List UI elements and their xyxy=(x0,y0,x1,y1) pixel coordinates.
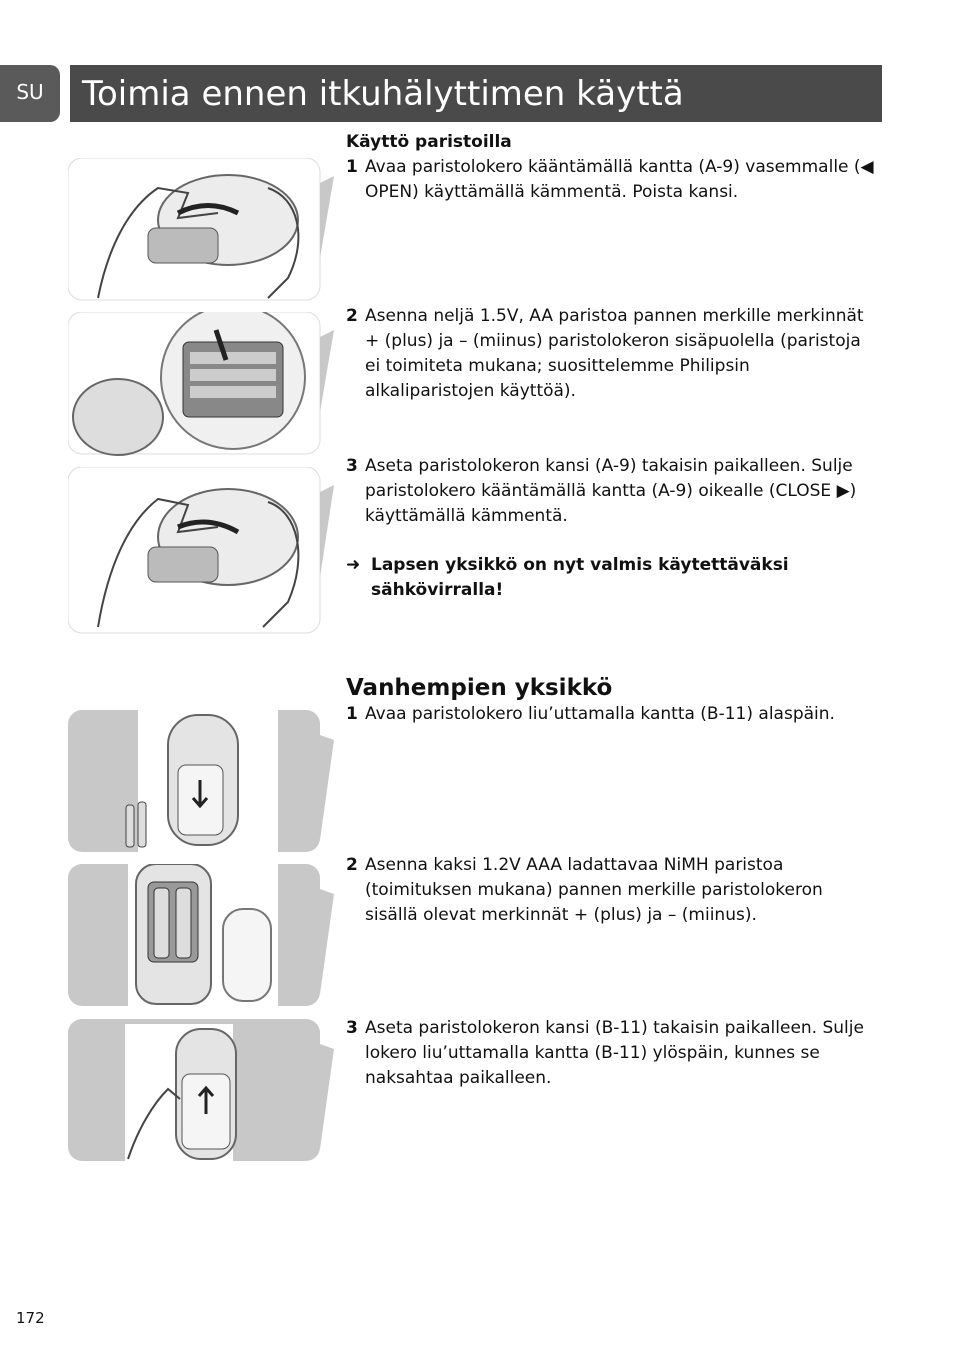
parent-step-3 xyxy=(346,1016,876,1091)
parent-step-1 xyxy=(346,702,876,727)
baby-step-1 xyxy=(346,155,876,205)
step-text: Aseta paristolokeron kansi (B-11) takaisin paikalleen. Sulje lokero liu’uttamalla kantta (B-11) ylöspäin, kunnes se naksahtaa paikalleen. xyxy=(365,1018,864,1088)
illustration-insert-aaa-batteries xyxy=(68,864,334,1009)
step-text: Aseta paristolokeron kansi (A-9) takaisin paikalleen. Sulje paristolokero kääntämällä kantta (A-9) oikealle (CLOSE ▶) käyttämällä kämmentä. xyxy=(365,456,857,526)
parent-unit-block xyxy=(346,674,876,727)
language-tab xyxy=(0,65,60,122)
baby-step-3 xyxy=(346,454,876,603)
step-number: 2 xyxy=(346,306,358,326)
page-title: Toimia ennen itkuhälyttimen käyttä xyxy=(82,73,684,114)
illustration-close-baby-unit xyxy=(68,467,334,637)
step-text: Avaa paristolokero liu’uttamalla kantta (B-11) alaspäin. xyxy=(365,704,835,724)
step-number: 1 xyxy=(346,157,358,177)
parent-step-2 xyxy=(346,853,876,928)
illustration-open-baby-unit xyxy=(68,158,334,304)
arrow-right-icon: ➜ xyxy=(346,555,361,575)
step-number: 3 xyxy=(346,1018,358,1038)
baby-unit-heading: Käyttö paristoilla xyxy=(346,132,512,152)
result-text: Lapsen yksikkö on nyt valmis käytettäväksi sähkövirralla! xyxy=(371,555,789,600)
baby-step-2 xyxy=(346,304,876,404)
illustration-close-parent-unit xyxy=(68,1019,334,1164)
step-number: 1 xyxy=(346,704,358,724)
step-text: Avaa paristolokero kääntämällä kantta (A-9) vasemmalle (◀ OPEN) käyttämällä kämmentä. Poista kansi. xyxy=(365,157,874,202)
page-number: 172 xyxy=(16,1309,45,1327)
step-text: Asenna neljä 1.5V, AA paristoa pannen merkille merkinnät + (plus) ja – (miinus) paristolokeron sisäpuolella (paristoja ei toimiteta mukana; suosittelemme Philipsin alkaliparistojen käyttöä). xyxy=(365,306,864,401)
step-number: 3 xyxy=(346,456,358,476)
illustration-insert-aa-batteries xyxy=(68,312,334,458)
language-code: SU xyxy=(16,79,44,104)
parent-unit-heading: Vanhempien yksikkö xyxy=(346,675,613,701)
step-number: 2 xyxy=(346,855,358,875)
illustration-open-parent-unit xyxy=(68,710,334,855)
page-title-bar xyxy=(70,65,882,122)
step-text: Asenna kaksi 1.2V AAA ladattavaa NiMH paristoa (toimituksen mukana) pannen merkille paristolokeron sisällä olevat merkinnät + (plus) ja – (miinus). xyxy=(365,855,823,925)
result-note xyxy=(346,553,876,603)
baby-unit-heading-block xyxy=(346,130,876,205)
